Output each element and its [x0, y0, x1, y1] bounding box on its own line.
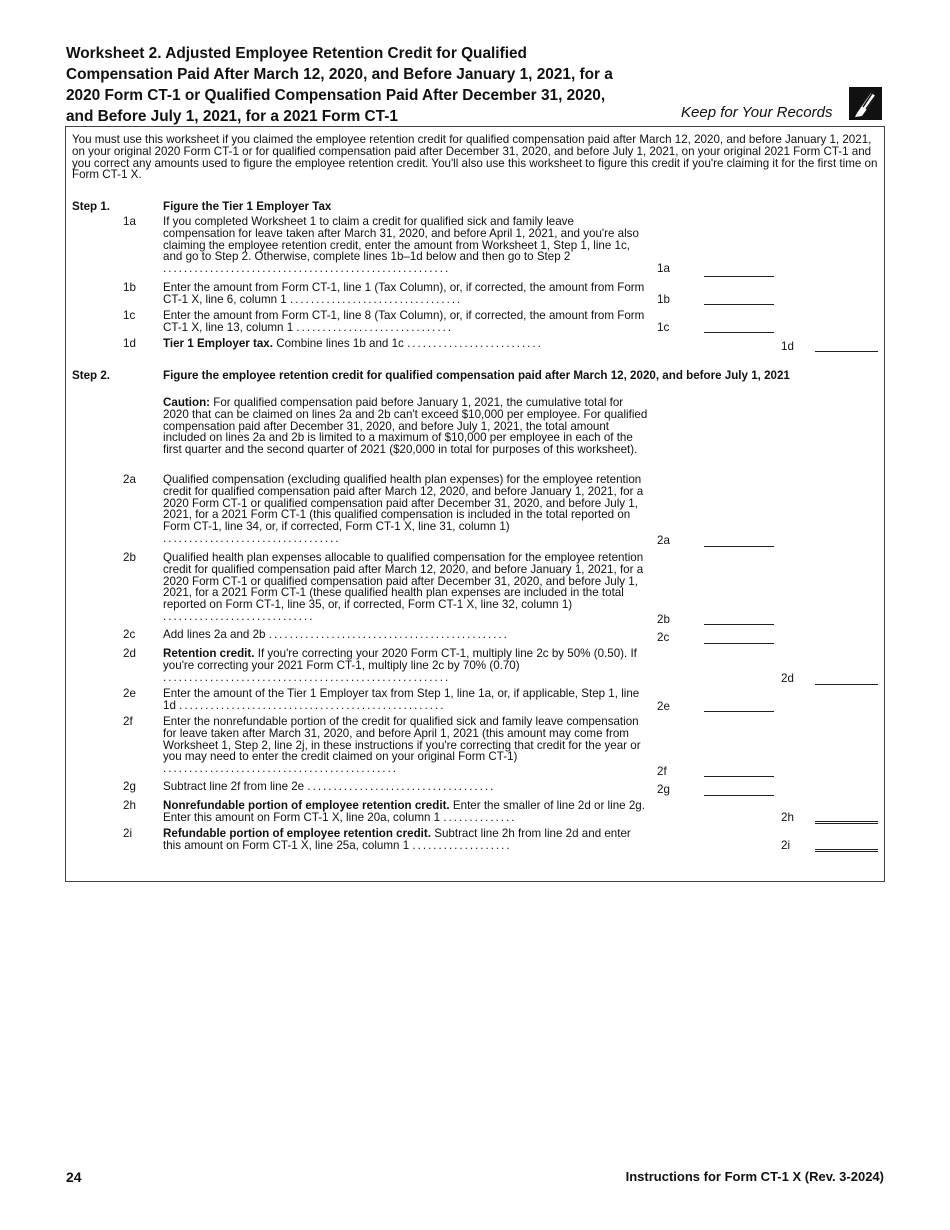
step-1-heading: Figure the Tier 1 Employer Tax	[163, 200, 332, 213]
line-ref: 2b	[657, 613, 670, 626]
footer-title: Instructions for Form CT-1 X (Rev. 3-2024)	[625, 1169, 884, 1184]
line-text: Enter the amount from Form CT-1, line 1 (Tax Column), or, if corrected, the amount from Form CT-1 X, line 6, column 1	[163, 281, 645, 306]
keep-for-records: Keep for Your Records	[681, 104, 833, 121]
worksheet-box: You must use this worksheet if you claimed the employee retention credit for qualified compensation paid after March 12, 2020, and before January 1, 2021, on your original 2020 Form CT-1 or for qualified compensation paid after December 31, 2020, and before July 1, 2021, on your original 2021 Form CT-1 and you correct any amounts used to figure the employee retention credit. You'll also use this worksheet to figure this credit if you're claiming it for the first time on Form CT-1 X. Step 1. Figure the Tier 1 Employer Tax 1a If you completed Worksheet 1 to claim a credit for qualified sick and family leave compensation for leave taken after March 31, 2020, and before April 1, 2021, and you're also claiming the employee retention credit, enter the amount from Worksheet 1, Step 1, line 1c, and go to Step 2. Otherwise, complete lines 1b–1d below and then go to Step 2 ....................................................... 1a 1b Enter the amount from Form CT-1, line 1 (Tax Column), or, if corrected, the amount from Form CT-1 X, line 6, column 1 ................................. 1b 1c Enter the amount from Form CT-1, line 8 (Tax Column), or, if corrected, the amount from Form CT-1 X, line 13, column 1 .............................. 1c 1d Tier 1 Employer tax. Combine lines 1b and 1c .......................... 1d Step 2. Figure the employee retention credit for qualified compensation paid after March 12, 2020, and before July 1, 2021 Caution: For qualified compensation paid before January 1, 2021, the cumulative total for 2020 that can be claimed on lines 2a and 2b can't exceed $10,000 per employee. For qualified compensation paid after December 31, 2020, and before July 1, 2021, the total amount included on lines 2a and 2b is limited to a maximum of $10,000 per employee in each of the first quarter and the second quarter of 2021 ($20,000 in total for purposes of this worksheet). 2a Qualified compensation (excluding qualified health plan expenses) for the employee retention credit for qualified compensation paid after March 12, 2020, and before January 1, 2021, for a 2020 Form CT-1 or qualified compensation paid after December 31, 2020, and before July 1, 2021, for a 2021 Form CT-1 (this qualified compensation is included in the total reported on Form CT-1, line 34, or, if corrected, Form CT-1 X, line 31, column 1) .................................. 2a 2b Qualified health plan expenses allocable to qualified compensation for the employee retention credit for qualified compensation paid after March 12, 2020, and before January 1, 2021, for a 2020 Form CT-1 or qualified compensation paid after December 31, 2020, and before July 1, 2021, for a 2021 Form CT-1 (these qualified health plan expenses are included in the total reported on Form CT-1, line 35, or, if corrected, Form CT-1 X, line 32, column 1) ............................. 2b 2c Add lines 2a and 2b .............................................. 2c 2d Retention credit. If you're correcting your 2020 Form CT-1, multiply line 2c by 50% (0.50). If you're correcting your 2021 Form CT-1, multiply line 2c by 70% (0.70) ....................................................... 2d 2e Enter the amount of the Tier 1 Employer tax from Step 1, line 1a, or, if applicable, Step 1, line 1d ................................................... 2e 2f Enter the nonrefundable portion of the credit for qualified sick and family leave compensation for leave taken after March 31, 2020, and before April 1, 2021 (this amount may come from Worksheet 1, Step 2, line 2j, in these instructions if you're correcting that credit for the year or you may need to enter the credit claimed on your original Form CT-1) ............................................. 2f 2g Subtract line 2f from line 2e .................................... 2g 2h Nonrefundable portion of employee retention credit. Enter the smaller of line 2d or line 2g. Enter this amount on Form CT-1 X, line 20a, column 1 .............. 2h 2i Refundable portion of employee retention credit. Subtract line 2h from line 2d and enter this amount on Form CT-1 X, line 25a, column 1 ................... 2i	[65, 126, 885, 882]
field-2g[interactable]	[704, 795, 774, 796]
line-text: Combine lines 1b and 1c	[276, 337, 404, 350]
pencil-icon	[849, 87, 882, 120]
line-ref: 2c	[657, 631, 670, 644]
line-number: 2i	[123, 827, 133, 840]
line-text: Qualified compensation (excluding qualified health plan expenses) for the employee retention credit for qualified compensation paid after March 12, 2020, and before January 1, 2021, for a 2020 Form CT-1 or qualified compensation paid after December 31, 2020, and before July 1, 2021, for a 2021 Form CT-1 (this qualified compensation is included in the total reported on Form CT-1, line 34, or, if corrected, Form CT-1 X, line 31, column 1)	[163, 473, 644, 534]
line-text: Enter the amount of the Tier 1 Employer tax from Step 1, line 1a, or, if applicable, Step 1, line 1d	[163, 687, 640, 712]
intro-text: You must use this worksheet if you claimed the employee retention credit for qualified compensation paid after March 12, 2020, and before January 1, 2021, on your original 2020 Form CT-1 or for qualified compensation paid after December 31, 2020, and before July 1, 2021, on your original 2021 Form CT-1 and you correct any amounts used to figure the employee retention credit. You'll also use this worksheet to figure this credit if you're claiming it for the first time on Form CT-1 X.	[72, 133, 878, 182]
line-number: 2a	[123, 473, 136, 486]
line-text: Enter the nonrefundable portion of the credit for qualified sick and family leave compensation for leave taken after March 31, 2020, and before April 1, 2021 (this amount may come from Worksheet 1, Step 2, line 2j, in these instructions if you're correcting that credit for the year or you may need to enter the credit claimed on your original Form CT-1)	[163, 715, 641, 764]
field-2b[interactable]	[704, 624, 774, 625]
field-1c[interactable]	[704, 332, 774, 333]
line-ref: 2i	[781, 839, 791, 852]
field-2i[interactable]	[815, 849, 878, 852]
line-ref: 2g	[657, 783, 670, 796]
worksheet-title: Worksheet 2. Adjusted Employee Retention Credit for Qualified Compensation Paid After March 12, 2020, and Before January 1, 2021, for a 2020 Form CT-1 or Qualified Compensation Paid After December 31, 2020, and Before July 1, 2021, for a 2021 Form CT-1	[66, 45, 613, 125]
field-2f[interactable]	[704, 776, 774, 777]
line-number: 1c	[123, 309, 136, 322]
page-number: 24	[66, 1169, 82, 1185]
line-text: Enter the amount from Form CT-1, line 8 (Tax Column), or, if corrected, the amount from Form CT-1 X, line 13, column 1	[163, 309, 645, 334]
line-ref: 2a	[657, 534, 670, 547]
step-2-heading: Figure the employee retention credit for qualified compensation paid after March 12, 2020, and before July 1, 2021	[163, 369, 790, 382]
line-number: 2d	[123, 647, 136, 660]
line-text: Qualified health plan expenses allocable to qualified compensation for the employee retention credit for qualified compensation paid after March 12, 2020, and before January 1, 2021, for a 2020 Form CT-1 or qualified compensation paid after December 31, 2020, and before July 1, 2021, for a 2021 Form CT-1 (these qualified health plan expenses are included in the total reported on Form CT-1, line 35, or, if corrected, Form CT-1 X, line 32, column 1)	[163, 551, 644, 612]
field-1d[interactable]	[815, 351, 878, 352]
line-ref: 1b	[657, 293, 670, 306]
line-bold: Retention credit.	[163, 647, 255, 660]
line-number: 1a	[123, 215, 136, 228]
line-ref: 2d	[781, 672, 794, 685]
caution-label: Caution:	[163, 396, 211, 409]
line-bold: Refundable portion of employee retention credit.	[163, 827, 431, 840]
field-2h[interactable]	[815, 821, 878, 824]
step-2-label: Step 2.	[72, 369, 111, 382]
line-text: Subtract line 2f from line 2e	[163, 780, 305, 793]
line-number: 2f	[123, 715, 133, 728]
line-text: Add lines 2a and 2b	[163, 628, 266, 641]
line-bold: Tier 1 Employer tax.	[163, 337, 273, 350]
field-1b[interactable]	[704, 304, 774, 305]
line-ref: 2h	[781, 811, 794, 824]
line-ref: 2f	[657, 765, 667, 778]
line-number: 1d	[123, 337, 136, 350]
line-ref: 1d	[781, 340, 794, 353]
field-2a[interactable]	[704, 546, 774, 547]
line-bold: Nonrefundable portion of employee retention credit.	[163, 799, 450, 812]
field-2d[interactable]	[815, 684, 878, 685]
line-text: If you completed Worksheet 1 to claim a credit for qualified sick and family leave compensation for leave taken after March 31, 2020, and before April 1, 2021, and you're also claiming the employee retention credit, enter the amount from Worksheet 1, Step 1, line 1c, and go to Step 2. Otherwise, complete lines 1b–1d below and then go to Step 2	[163, 215, 639, 264]
line-number: 2g	[123, 780, 136, 793]
line-number: 2b	[123, 551, 136, 564]
line-ref: 2e	[657, 700, 670, 713]
line-number: 2e	[123, 687, 136, 700]
line-text: Enter the smaller of line 2d or line 2g. Enter this amount on Form CT-1 X, line 20a, column 1	[163, 799, 645, 824]
field-2e[interactable]	[704, 711, 774, 712]
line-ref: 1c	[657, 321, 670, 334]
line-text: Subtract line 2h from line 2d and enter this amount on Form CT-1 X, line 25a, column 1	[163, 827, 631, 852]
caution-text: For qualified compensation paid before January 1, 2021, the cumulative total for 2020 that can be claimed on lines 2a and 2b can't exceed $10,000 per employee. For qualified compensation paid after December 31, 2020, and before July 1, 2021, the total amount included on lines 2a and 2b is limited to a maximum of $10,000 per employee in each of the first quarter and the second quarter of 2021 ($20,000 in total for purposes of this worksheet).	[163, 396, 648, 457]
line-ref: 1a	[657, 262, 670, 275]
field-1a[interactable]	[704, 276, 774, 277]
line-number: 1b	[123, 281, 136, 294]
line-text: If you're correcting your 2020 Form CT-1, multiply line 2c by 50% (0.50). If you're correcting your 2021 Form CT-1, multiply line 2c by 70% (0.70)	[163, 647, 637, 672]
line-number: 2c	[123, 628, 136, 641]
line-number: 2h	[123, 799, 136, 812]
field-2c[interactable]	[704, 643, 774, 644]
step-1-label: Step 1.	[72, 200, 111, 213]
